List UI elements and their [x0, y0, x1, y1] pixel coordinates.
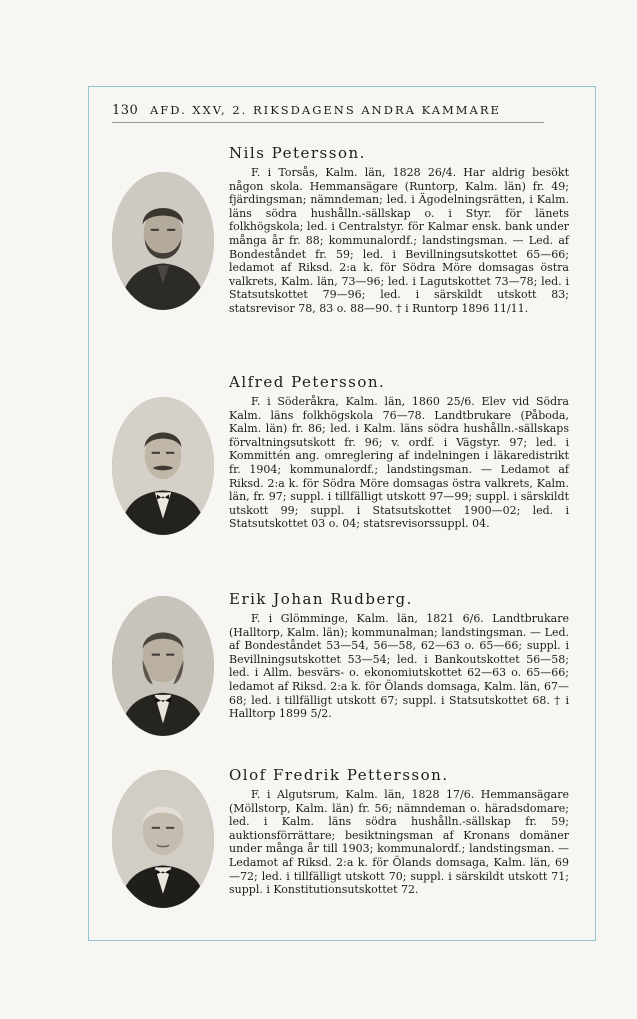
- entry-biography-text: F. i Algutsrum, Kalm. län, 1828 17/6. Hemmansägare (Möllstorp, Kalm. län) fr. 56; nämndeman o. häradsdomare; led. i Kalm. läns södra hushålln.-sällskap fr. 59; auktionsförrättare; besiktningsman af Kronans domäner under många år till 1903; kommunalordf.; landstingsman. — Ledamot af Riksd. 2:a k. för Ölands domsaga, Kalm. län, 69—72; led. i tillfälligt utskott 70; suppl. i särskildt utskott 71; suppl. i Konstitutionsutskottet 72.: [229, 788, 569, 897]
- running-title: AFD. XXV, 2. RIKSDAGENS ANDRA KAMMARE: [149, 103, 501, 117]
- portrait-man-with-bowtie-icon: [112, 596, 214, 736]
- entry-name: Erik Johan Rudberg.: [229, 590, 413, 608]
- entry-biography-text: F. i Torsås, Kalm. län, 1828 26/4. Har aldrig besökt någon skola. Hemmansägare (Runtorp, Kalm. län) fr. 49; fjärdingsman; nämndeman; led. i Ägodelningsrätten, i Kalm. läns södra hushålln.-sällskap o. i Styr. för länets folkhögskola; led. i Centralstyr. för Kalmar ensk. bank under många år fr. 88; kommunalordf.; landstingsman. — Led. af Bondeståndet fr. 59; led. i Bevillningsutskottet 65—66; ledamot af Riksd. 2:a k. för Södra Möre domsagas östra valkrets, Kalm. län, 73—96; led. i Lagutskottet 73—78; led. i Statsutskottet 79—96; led. i särskildt utskott 83; statsrevisor 78, 83 o. 88—90. † i Runtorp 1896 11/11.: [229, 166, 569, 315]
- page-number: 130: [112, 103, 139, 118]
- entry-name: Olof Fredrik Pettersson.: [229, 766, 449, 784]
- portrait-photo: [112, 172, 214, 310]
- portrait-photo: [112, 770, 214, 908]
- entry-name: Nils Petersson.: [229, 144, 366, 162]
- entry-name: Alfred Petersson.: [229, 373, 386, 391]
- entry-biography-text: F. i Söderåkra, Kalm. län, 1860 25/6. Elev vid Södra Kalm. läns folkhögskola 76—78. Landtbrukare (Påboda, Kalm. län) fr. 86; led. i Kalm. läns södra hushålln.-sällskaps förvaltningsutskott fr. 96; v. ordf. i Vägstyr. 97; led. i Kommittén ang. omreglering af indelningen i läkaredistrikt fr. 1904; kommunalordf.; landstingsman. — Ledamot af Riksd. 2:a k. för Södra Möre domsagas östra valkrets, Kalm. län, fr. 97; suppl. i tillfälligt utskott 97—99; suppl. i särskildt utskott 99; suppl. i Statsutskottet 1900—02; led. i Statsutskottet 03 o. 04; statsrevisorssuppl. 04.: [229, 395, 569, 531]
- portrait-bearded-man-icon: [112, 172, 214, 310]
- running-header: [112, 100, 544, 123]
- entry-biography-text: F. i Glömminge, Kalm. län, 1821 6/6. Landtbrukare (Halltorp, Kalm. län); kommunalman; landstingsman. — Led. af Bondeståndet 53—54, 56—58, 62—63 o. 65—66; suppl. i Bevillningsutskottet 53—54; led. i Bankoutskottet 56—58; led. i Allm. besvärs- o. ekonomiutskottet 62—63 o. 65—66; ledamot af Riksd. 2:a k. för Ölands domsaga, Kalm. län, 67—68; led. i tillfälligt utskott 67; suppl. i Statsutskottet 68. † i Halltorp 1899 5/2.: [229, 612, 569, 721]
- portrait-mustached-man-icon: [112, 397, 214, 535]
- portrait-elderly-man-icon: [112, 770, 214, 908]
- portrait-photo: [112, 596, 214, 736]
- portrait-photo: [112, 397, 214, 535]
